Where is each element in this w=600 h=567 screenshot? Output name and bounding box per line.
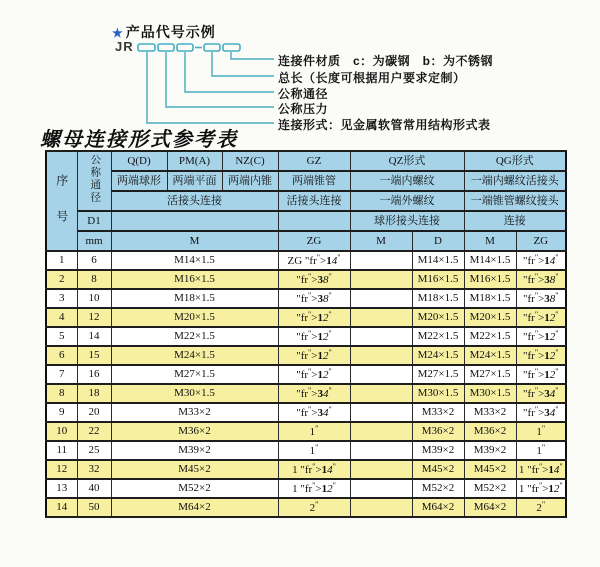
leader-line	[147, 52, 274, 123]
qz-d-cell: M16×1.5	[412, 270, 464, 289]
table-row	[46, 422, 566, 441]
m-cell: M45×2	[111, 460, 278, 479]
m-cell: M18×1.5	[111, 289, 278, 308]
qz-d-cell: M30×1.5	[412, 384, 464, 403]
qz-d-cell: M22×1.5	[412, 327, 464, 346]
qg-zg-cell: "fr">12"	[516, 327, 566, 346]
dn-cell: 10	[77, 289, 111, 308]
qz-m-cell	[350, 327, 412, 346]
seq-cell: 7	[46, 365, 77, 384]
qz-m-cell	[350, 289, 412, 308]
header-nz-code: NZ(C)	[222, 151, 278, 171]
seq-cell: 1	[46, 251, 77, 270]
table-row	[46, 251, 566, 270]
dn-cell: 14	[77, 327, 111, 346]
dn-label: 公称通径	[89, 154, 101, 205]
leader-line	[231, 52, 274, 59]
seq-cell: 4	[46, 308, 77, 327]
header-qg-desc2: 一端锥管螺纹接头	[464, 191, 566, 211]
qg-m-cell: M24×1.5	[464, 346, 516, 365]
table-row	[46, 498, 566, 517]
header-d1: D1	[77, 211, 111, 231]
qg-zg-cell: 1 "fr">14"	[516, 460, 566, 479]
qz-m-cell	[350, 403, 412, 422]
qg-m-cell: M14×1.5	[464, 251, 516, 270]
dn-cell: 25	[77, 441, 111, 460]
qz-m-cell	[350, 498, 412, 517]
diagram-label-material: 连接件材质 c：为碳钢 b：为不锈钢	[278, 54, 494, 68]
diagram-label-length: 总长（长度可根据用户要求定制）	[278, 71, 466, 85]
qz-m-cell	[350, 422, 412, 441]
zg-cell: 1 "fr">14"	[278, 460, 350, 479]
qz-m-cell	[350, 441, 412, 460]
header-qg-conn: 连接	[464, 211, 566, 231]
qg-m-cell: M36×2	[464, 422, 516, 441]
dn-cell: 8	[77, 270, 111, 289]
header-qg-desc: 一端内螺纹活接头	[464, 171, 566, 191]
qg-m-cell: M39×2	[464, 441, 516, 460]
header-gz-desc: 两端锥管	[278, 171, 350, 191]
dn-cell: 22	[77, 422, 111, 441]
seq-cell: 14	[46, 498, 77, 517]
star-icon: ★	[112, 26, 124, 40]
zg-cell: "fr">12"	[278, 365, 350, 384]
seq-cell: 8	[46, 384, 77, 403]
qg-zg-cell: "fr">34"	[516, 384, 566, 403]
dn-cell: 6	[77, 251, 111, 270]
header-dn	[77, 151, 111, 211]
header-qz-desc: 一端内螺纹	[350, 171, 464, 191]
code-box	[138, 44, 155, 51]
header-pm-code: PM(A)	[167, 151, 222, 171]
header-pm-desc: 两端平面	[167, 171, 222, 191]
m-cell: M14×1.5	[111, 251, 278, 270]
m-cell: M16×1.5	[111, 270, 278, 289]
table-title: 螺母连接形式参考表	[40, 129, 238, 151]
qz-m-cell	[350, 479, 412, 498]
qg-m-cell: M22×1.5	[464, 327, 516, 346]
code-box	[223, 44, 240, 51]
dn-cell: 50	[77, 498, 111, 517]
qz-m-cell	[350, 365, 412, 384]
code-box	[204, 44, 220, 51]
qg-zg-cell: "fr">12"	[516, 346, 566, 365]
leader-line	[212, 52, 274, 76]
header-qz-conn: 球形接头连接	[350, 211, 464, 231]
zg-cell: "fr">34"	[278, 384, 350, 403]
leader-line	[166, 52, 274, 107]
seq-cell: 11	[46, 441, 77, 460]
m-cell: M30×1.5	[111, 384, 278, 403]
m-cell: M22×1.5	[111, 327, 278, 346]
zg-cell: 1"	[278, 422, 350, 441]
header-gz-unit: ZG	[278, 231, 350, 251]
header-qz-unit-d: D	[412, 231, 464, 251]
m-cell: M27×1.5	[111, 365, 278, 384]
dn-cell: 16	[77, 365, 111, 384]
diagram-heading-text: 产品代号示例	[125, 24, 216, 40]
table-row	[46, 479, 566, 498]
qz-d-cell: M18×1.5	[412, 289, 464, 308]
qg-m-cell: M64×2	[464, 498, 516, 517]
table-row	[46, 460, 566, 479]
qg-zg-cell: "fr">38"	[516, 270, 566, 289]
seq-cell: 12	[46, 460, 77, 479]
qg-zg-cell: 1 "fr">12"	[516, 479, 566, 498]
zg-cell: "fr">38"	[278, 270, 350, 289]
qg-zg-cell: "fr">14"	[516, 251, 566, 270]
qg-zg-cell: 1"	[516, 422, 566, 441]
zg-cell: "fr">38"	[278, 289, 350, 308]
header-qg-code: QG形式	[464, 151, 566, 171]
zg-cell: 1"	[278, 441, 350, 460]
code-box	[158, 44, 174, 51]
dn-cell: 18	[77, 384, 111, 403]
header-qg-unit-m: M	[464, 231, 516, 251]
seq-label: 序号	[54, 174, 69, 247]
header-empty-cell	[111, 211, 278, 231]
header-qz-code: QZ形式	[350, 151, 464, 171]
qg-zg-cell: "fr">38"	[516, 289, 566, 308]
qz-d-cell: M39×2	[412, 441, 464, 460]
zg-cell: "fr">12"	[278, 327, 350, 346]
qz-m-cell	[350, 384, 412, 403]
zg-cell: 1 "fr">12"	[278, 479, 350, 498]
qz-d-cell: M64×2	[412, 498, 464, 517]
zg-cell: "fr">34"	[278, 403, 350, 422]
dn-cell: 12	[77, 308, 111, 327]
m-cell: M33×2	[111, 403, 278, 422]
seq-cell: 3	[46, 289, 77, 308]
table-row	[46, 441, 566, 460]
qg-m-cell: M16×1.5	[464, 270, 516, 289]
qz-d-cell: M20×1.5	[412, 308, 464, 327]
table-row	[46, 308, 566, 327]
qg-m-cell: M52×2	[464, 479, 516, 498]
m-cell: M64×2	[111, 498, 278, 517]
dn-cell: 15	[77, 346, 111, 365]
header-mm: mm	[77, 231, 111, 251]
qg-m-cell: M33×2	[464, 403, 516, 422]
qg-zg-cell: "fr">34"	[516, 403, 566, 422]
m-cell: M52×2	[111, 479, 278, 498]
qz-d-cell: M33×2	[412, 403, 464, 422]
header-qz-desc2: 一端外螺纹	[350, 191, 464, 211]
m-cell: M36×2	[111, 422, 278, 441]
header-gz-conn: 活接头连接	[278, 191, 350, 211]
qg-m-cell: M27×1.5	[464, 365, 516, 384]
table-row	[46, 346, 566, 365]
nut-connection-table	[45, 150, 567, 518]
diagram-label-connection: 连接形式：见金属软管常用结构形式表	[278, 118, 491, 132]
table-row	[46, 384, 566, 403]
table-row	[46, 289, 566, 308]
qz-m-cell	[350, 346, 412, 365]
m-cell: M39×2	[111, 441, 278, 460]
table-row	[46, 327, 566, 346]
code-box	[177, 44, 193, 51]
header-qg-unit-zg: ZG	[516, 231, 566, 251]
qg-zg-cell: "fr">12"	[516, 365, 566, 384]
header-q-desc: 两端球形	[111, 171, 167, 191]
qz-d-cell: M52×2	[412, 479, 464, 498]
qz-d-cell: M27×1.5	[412, 365, 464, 384]
qg-zg-cell: 2"	[516, 498, 566, 517]
seq-cell: 13	[46, 479, 77, 498]
qz-m-cell	[350, 460, 412, 479]
qz-m-cell	[350, 308, 412, 327]
product-code-prefix: JR	[115, 39, 134, 54]
qz-d-cell: M14×1.5	[412, 251, 464, 270]
dn-cell: 40	[77, 479, 111, 498]
header-q-code: Q(D)	[111, 151, 167, 171]
header-union-conn: 活接头连接	[111, 191, 278, 211]
m-cell: M20×1.5	[111, 308, 278, 327]
header-qz-unit-m: M	[350, 231, 412, 251]
seq-cell: 5	[46, 327, 77, 346]
qg-m-cell: M18×1.5	[464, 289, 516, 308]
table-row	[46, 403, 566, 422]
qg-zg-cell: 1"	[516, 441, 566, 460]
diagram-label-diameter: 公称通径	[278, 87, 329, 101]
leader-line	[185, 52, 274, 92]
diagram-label-pressure: 公称压力	[278, 102, 329, 116]
seq-cell: 2	[46, 270, 77, 289]
header-m-unit: M	[111, 231, 278, 251]
zg-cell: 2"	[278, 498, 350, 517]
qz-d-cell: M24×1.5	[412, 346, 464, 365]
qz-d-cell: M45×2	[412, 460, 464, 479]
zg-cell: ZG "fr">14"	[278, 251, 350, 270]
table-row	[46, 270, 566, 289]
qg-m-cell: M30×1.5	[464, 384, 516, 403]
header-seq	[46, 151, 77, 251]
qg-m-cell: M45×2	[464, 460, 516, 479]
zg-cell: "fr">12"	[278, 346, 350, 365]
qz-m-cell	[350, 270, 412, 289]
seq-cell: 6	[46, 346, 77, 365]
seq-cell: 9	[46, 403, 77, 422]
qz-m-cell	[350, 251, 412, 270]
qg-m-cell: M20×1.5	[464, 308, 516, 327]
m-cell: M24×1.5	[111, 346, 278, 365]
dn-cell: 32	[77, 460, 111, 479]
header-gz-code: GZ	[278, 151, 350, 171]
header-empty-cell	[278, 211, 350, 231]
header-nz-desc: 两端内锥	[222, 171, 278, 191]
seq-cell: 10	[46, 422, 77, 441]
dn-cell: 20	[77, 403, 111, 422]
qg-zg-cell: "fr">12"	[516, 308, 566, 327]
qz-d-cell: M36×2	[412, 422, 464, 441]
table-row	[46, 365, 566, 384]
zg-cell: "fr">12"	[278, 308, 350, 327]
